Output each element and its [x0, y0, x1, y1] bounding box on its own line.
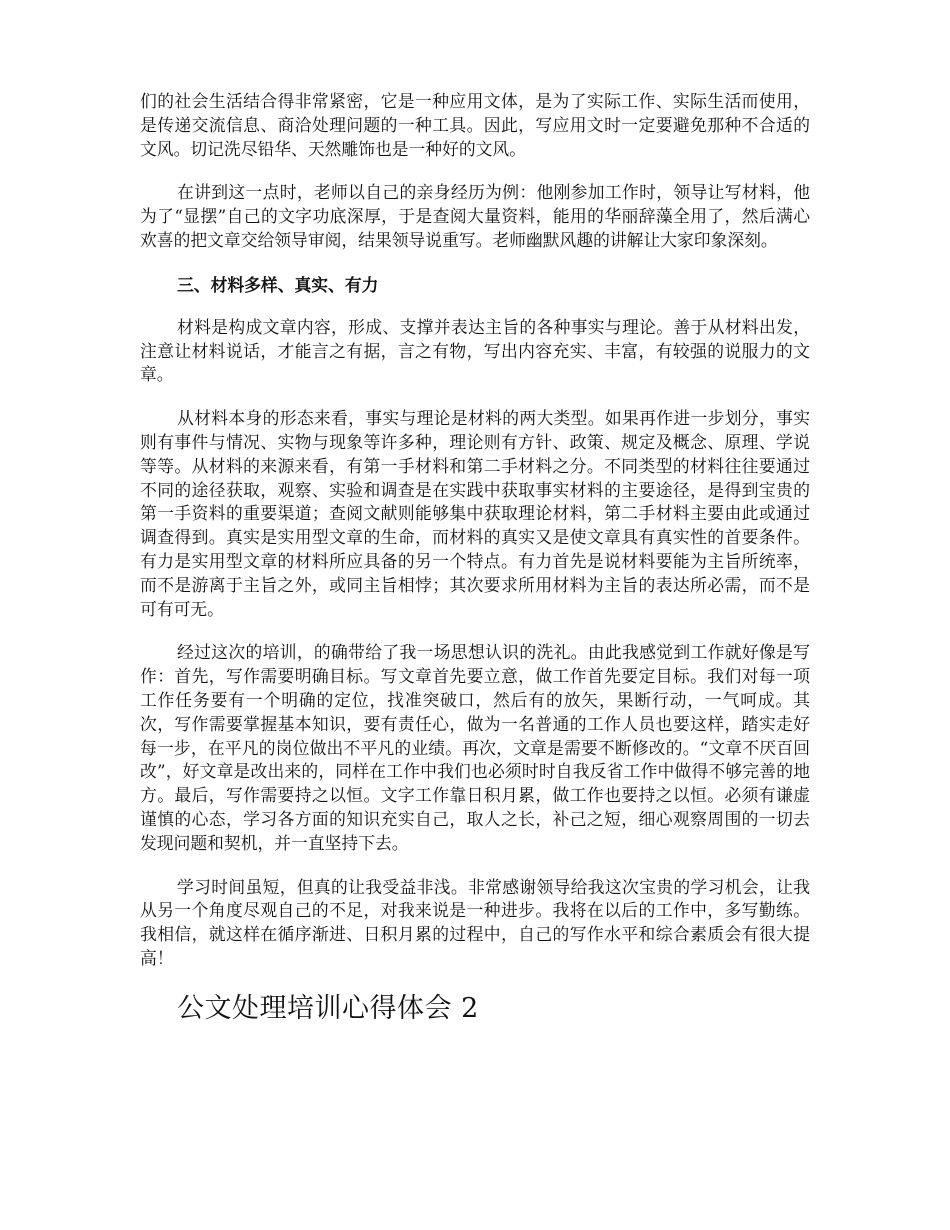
paragraph-teacher-example: 在讲到这一点时，老师以自己的亲身经历为例：他刚参加工作时，领导让写材料，他为了“显摆”自己的文字功底深厚，于是查阅大量资料，能用的华丽辞藻全用了，然后满心欢喜的把文章交给领导审阅，结果领导说重写。老师幽默风趣的讲解让大家印象深刻。 — [140, 182, 810, 250]
paragraph-continuation: 们的社会生活结合得非常紧密，它是一种应用文体，是为了实际工作、实际生活而使用，是传递交流信息、商洽处理问题的一种工具。因此，写应用文时一定要避免那种不合适的文风。切记洗尽铅华、天然雕饰也是一种好的文风。 — [140, 91, 810, 159]
section-heading: 三、材料多样、真实、有力 — [177, 274, 379, 295]
paragraph-material-types: 从材料本身的形态来看，事实与理论是材料的两大类型。如果再作进一步划分，事实则有事件与情况、实物与现象等许多种，理论则有方针、政策、规定及概念、原理、学说等等。从材料的来源来看，有第一手材料和第二手材料之分。不同类型的材料往往要通过不同的途径获取，观察、实验和调查是在实践中获取事实材料的主要途径，是得到宝贵的第一手资料的重要渠道；查阅文献则能够集中获取理论材料，第二手材料主要由此或通过调查得到。真实是实用型文章的生命，而材料的真实又是使文章具有真实性的首要条件。有力是实用型文章的材料所应具备的另一个特点。有力首先是说材料要能为主旨所统率，而不是游离于主旨之外，或同主旨相悖；其次要求所用材料为主旨的表达所必需，而不是可有可无。 — [140, 408, 810, 619]
paragraph-material-definition: 材料是构成文章内容，形成、支撑并表达主旨的各种事实与理论。善于从材料出发，注意让材料说话，才能言之有据，言之有物，写出内容充实、丰富，有较强的说服力的文章。 — [140, 316, 810, 385]
paragraph-training-reflection: 经过这次的培训，的确带给了我一场思想认识的洗礼。由此我感觉到工作就好像是写作：首先，写作需要明确目标。写文章首先要立意，做工作首先要定目标。我们对每一项工作任务要有一个明确的定位，找准突破口，然后有的放矢，果断行动，一气呵成。其次，写作需要掌握基本知识，要有责任心，做为一名普通的工作人员也要这样，踏实走好每一步，在平凡的岗位做出不平凡的业绩。再次，文章是需要不断修改的。“文章不厌百回改”，好文章是改出来的，同样在工作中我们也必须时时自我反省工作中做得不够完善的地方。最后，写作需要持之以恒。文字工作靠日积月累，做工作也要持之以恒。必须有谦虚谨慎的心态，学习各方面的知识充实自己，取人之长，补己之短，细心观察周围的一切去发现问题和契机，并一直坚持下去。 — [140, 642, 810, 853]
document-page — [140, 90, 810, 1027]
paragraph-conclusion: 学习时间虽短，但真的让我受益非浅。非常感谢领导给我这次宝贵的学习机会，让我从另一个角度尽观自己的不足，对我来说是一种进步。我将在以后的工作中，多写勤练。我相信，就这样在循序渐进、日积月累的过程中，自己的写作水平和综合素质会有很大提高！ — [140, 876, 810, 968]
document-title: 公文处理培训心得体会 2 — [177, 992, 479, 1024]
